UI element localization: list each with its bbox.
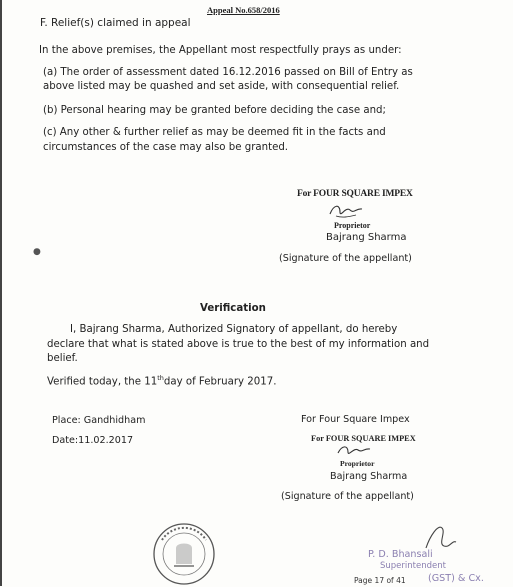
signatory-name-2: Bajrang Sharma — [330, 471, 408, 482]
officer-office: (GST) & Cx. — [428, 573, 484, 584]
relief-item-a-line1: (a) The order of assessment dated 16.12.2016 passed on Bill of Entry as — [43, 67, 413, 78]
verification-line3: belief. — [47, 353, 78, 364]
proprietor-label: Proprietor — [334, 221, 371, 230]
firm-name: For Four Square Impex — [301, 414, 410, 425]
relief-intro: In the above premises, the Appellant most respectfully prays as under: — [39, 45, 402, 56]
page-number: Page 17 of 41 — [354, 576, 406, 585]
verified-date-line — [47, 372, 276, 388]
signature-caption: (Signature of the appellant) — [279, 253, 412, 264]
company-stamp: For FOUR SQUARE IMPEX — [297, 189, 413, 199]
verification-heading: Verification — [200, 303, 266, 314]
officer-designation: Superintendent — [380, 561, 446, 571]
place-field: Place: Gandhidham — [52, 415, 146, 426]
date-field: Date:11.02.2017 — [52, 435, 134, 446]
verification-line2: declare that what is stated above is true to the best of my information and — [47, 339, 430, 350]
company-stamp-2: For FOUR SQUARE IMPEX — [311, 434, 416, 443]
verified-prefix: Verified today, the 11 — [47, 376, 158, 388]
signature-caption-2: (Signature of the appellant) — [281, 491, 414, 502]
relief-item-c-line2: circumstances of the case may also be granted. — [43, 142, 289, 153]
relief-heading: F. Relief(s) claimed in appeal — [40, 17, 191, 29]
scan-edge — [0, 0, 2, 586]
office-seal-icon — [150, 520, 218, 586]
signatory-name: Bajrang Sharma — [326, 232, 407, 243]
relief-item-b: (b) Personal hearing may be granted before deciding the case and; — [43, 105, 386, 116]
verification-line1: I, Bajrang Sharma, Authorized Signatory of appellant, do hereby — [70, 324, 398, 335]
verified-suffix: day of February 2017. — [163, 376, 277, 388]
relief-item-a-line2: above listed may be quashed and set aside, with consequential relief. — [43, 81, 400, 92]
officer-name: P. D. Bhansali — [368, 549, 433, 560]
page-mark: ● — [33, 247, 41, 257]
proprietor-label-2: Proprietor — [340, 459, 375, 468]
appeal-number: Appeal No.658/2016 — [207, 5, 280, 15]
relief-item-c-line1: (c) Any other & further relief as may be deemed fit in the facts and — [43, 127, 386, 138]
verified-sup: th — [157, 374, 164, 382]
